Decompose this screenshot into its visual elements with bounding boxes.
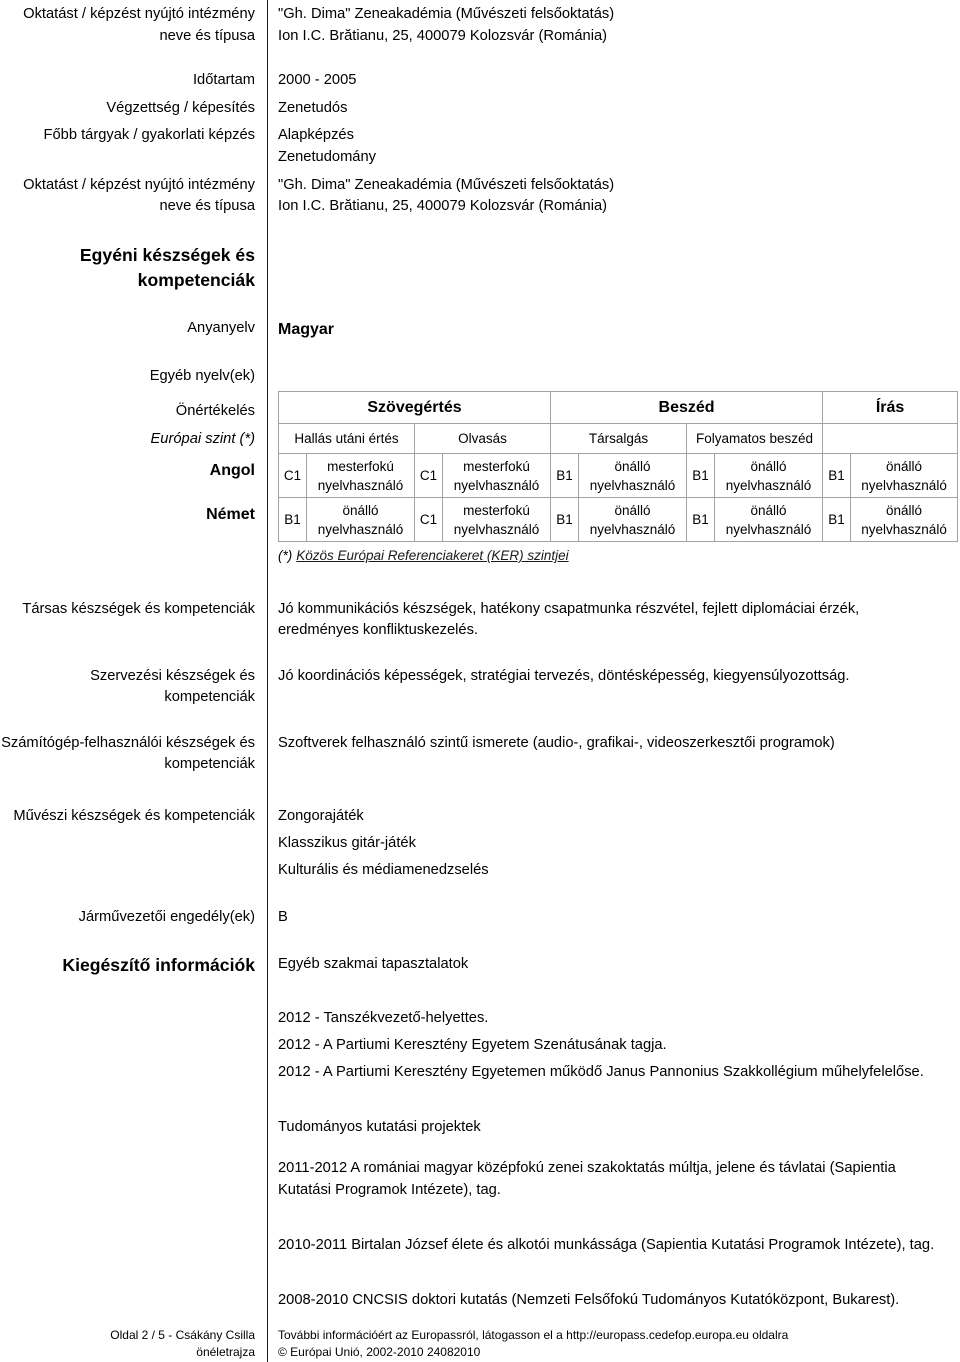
project-line: 2011-2012 A romániai magyar középfokú zenei szakoktatás múltja, jelene és távlatai (Sapientia: [278, 1160, 896, 1176]
level-description: önálló nyelvhasználó: [579, 454, 687, 498]
self-assessment-label: Önértékelés: [175, 402, 255, 419]
level-code: B1: [687, 498, 715, 542]
other-languages-label: Egyéb nyelv(ek): [149, 367, 255, 384]
artistic-skills-list: [278, 803, 958, 884]
table-row: [279, 498, 958, 542]
project-line: 2008-2010 CNCSIS doktori kutatás (Nemzeti Felsőfokú Tudományos Kutatóközpont, Bukarest).: [278, 1291, 900, 1308]
research-project: [278, 1290, 958, 1311]
artistic-skills-label: Művészi készségek és kompetenciák: [13, 807, 255, 824]
project-line: 2010-2011 Birtalan József élete és alkotói munkássága (Sapientia Kutatási Programok Intézete), tag.: [278, 1236, 935, 1253]
value-line: Ion I.C. Brătianu, 25, 400079 Kolozsvár (Románia): [278, 197, 608, 214]
level-code: C1: [279, 454, 307, 498]
list-item: Kulturális és médiamenedzselés: [278, 861, 489, 878]
list-item: 2012 - A Partiumi Keresztény Egyetemen működő Janus Pannonius Szakkollégium műhelyfelelőse.: [278, 1063, 924, 1080]
social-skills-value: [278, 599, 958, 641]
value-line: Ion I.C. Brătianu, 25, 400079 Kolozsvár (Románia): [278, 28, 608, 44]
sub-header-spoken-interaction: Társalgás: [551, 424, 687, 454]
institution-label: [0, 175, 255, 217]
level-code: C1: [415, 498, 443, 542]
computer-skills-value: Szoftverek felhasználó szintű ismerete (audio-, grafikai-, videoszerkesztői programok): [278, 734, 835, 751]
level-description: önálló nyelvhasználó: [715, 454, 823, 498]
institution-value: [278, 175, 958, 217]
subjects-label: Főbb tárgyak / gyakorlati képzés: [43, 126, 255, 143]
organisational-skills-label: [0, 666, 255, 708]
language-name-english: Angol: [209, 461, 255, 479]
qualification-value: Zenetudós: [278, 99, 348, 116]
label-line: Számítógép-felhasználói készségek és: [1, 734, 255, 751]
driving-licence-value: B: [278, 908, 288, 925]
organisational-skills-value: Jó koordinációs képességek, stratégiai tervezés, döntésképesség, kiegyensúlyozottság.: [278, 667, 850, 684]
label-line: kompetenciák: [164, 688, 255, 705]
level-description: önálló nyelvhasználó: [579, 498, 687, 542]
footnote-marker: (*): [278, 548, 293, 563]
level-code: B1: [823, 498, 851, 542]
level-description: mesterfokú nyelvhasználó: [443, 454, 551, 498]
research-project: [278, 1235, 958, 1256]
label-line: neve és típusa: [159, 197, 255, 214]
value-line: "Gh. Dima" Zeneakadémia (Művészeti felsőoktatás): [278, 176, 615, 193]
level-description: önálló nyelvhasználó: [851, 454, 958, 498]
level-description: önálló nyelvhasználó: [715, 498, 823, 542]
experience-list: [278, 1005, 958, 1086]
language-name-german: Német: [206, 505, 255, 523]
project-line: Kutatási Programok Intézete), tag.: [278, 1182, 501, 1198]
list-item: 2012 - A Partiumi Keresztény Egyetem Szenátusának tagja.: [278, 1036, 667, 1053]
cefr-footnote: [278, 546, 958, 566]
research-project: [278, 1157, 958, 1201]
computer-skills-label: [0, 733, 255, 775]
column-divider: [267, 0, 268, 1362]
period-value: 2000 - 2005: [278, 71, 357, 88]
level-description: mesterfokú nyelvhasználó: [443, 498, 551, 542]
mother-tongue-value: Magyar: [278, 320, 335, 338]
subject-item: Zenetudomány: [278, 149, 376, 165]
footer-europass-info: [278, 1327, 958, 1361]
research-heading: Tudományos kutatási projektek: [278, 1118, 481, 1135]
sub-header-reading: Olvasás: [415, 424, 551, 454]
level-description: mesterfokú nyelvhasználó: [307, 454, 415, 498]
mother-tongue-label: Anyanyelv: [187, 319, 255, 336]
previous-institution-label: [0, 3, 255, 47]
value-line: "Gh. Dima" Zeneakadémia (Művészeti felsőoktatás): [278, 6, 615, 22]
group-header-speaking: Beszéd: [551, 392, 823, 424]
group-header-writing: Írás: [823, 392, 958, 424]
list-item: 2012 - Tanszékvezető-helyettes.: [278, 1009, 489, 1026]
heading-line: Egyéni készségek és: [79, 244, 255, 265]
european-level-label: Európai szint (*): [150, 430, 255, 447]
level-code: C1: [415, 454, 443, 498]
personal-skills-heading: [0, 243, 255, 293]
footer-line: önéletrajza: [196, 1345, 255, 1359]
label-line: Szervezési készségek és: [90, 667, 255, 684]
previous-institution-value: [278, 3, 958, 47]
sub-header-listening: Hallás utáni értés: [279, 424, 415, 454]
additional-information-heading: Kiegészítő információk: [62, 954, 255, 975]
level-code: B1: [823, 454, 851, 498]
sub-header-spoken-production: Folyamatos beszéd: [687, 424, 823, 454]
table-group-header-row: [279, 392, 958, 424]
label-line: kompetenciák: [164, 755, 255, 772]
footer-line: Oldal 2 / 5 - Csákány Csilla: [110, 1328, 255, 1342]
value-line: eredményes konfliktuskezelés.: [278, 621, 479, 638]
list-item: Zongorajáték: [278, 807, 364, 824]
footer-line: További információért az Europassról, látogasson el a http://europass.cedefop.europa.eu oldalra: [278, 1328, 789, 1342]
label-line: Oktatást / képzést nyújtó intézmény: [23, 176, 255, 193]
sub-header-empty-cell: [823, 424, 958, 454]
subjects-value: [278, 124, 958, 168]
language-self-assessment-table: [278, 391, 958, 542]
list-item: Klasszikus gitár-játék: [278, 834, 416, 851]
level-description: önálló nyelvhasználó: [307, 498, 415, 542]
level-description: önálló nyelvhasználó: [851, 498, 958, 542]
level-code: B1: [687, 454, 715, 498]
level-code: B1: [551, 454, 579, 498]
driving-licence-label: Járművezetői engedély(ek): [78, 908, 255, 925]
level-code: B1: [279, 498, 307, 542]
experience-heading: Egyéb szakmai tapasztalatok: [278, 955, 469, 972]
cefr-levels-link[interactable]: Közös Európai Referenciakeret (KER) szintjei: [296, 548, 569, 563]
label-line: Oktatást / képzést nyújtó intézmény: [23, 6, 255, 22]
qualification-label: Végzettség / képesítés: [106, 99, 255, 116]
level-code: B1: [551, 498, 579, 542]
heading-line: kompetenciák: [137, 269, 255, 290]
group-header-understanding: Szövegértés: [279, 392, 551, 424]
footer-line: © Európai Unió, 2002-2010 24082010: [278, 1345, 481, 1359]
period-label: Időtartam: [192, 71, 255, 88]
table-row: [279, 454, 958, 498]
footer-page-info: [0, 1327, 255, 1361]
label-line: neve és típusa: [159, 28, 255, 44]
social-skills-label: Társas készségek és kompetenciák: [22, 600, 255, 617]
subject-item: Alapképzés: [278, 127, 354, 143]
value-line: Jó kommunikációs készségek, hatékony csapatmunka részvétel, fejlett diplomáciai érzék,: [278, 600, 860, 617]
table-sub-header-row: [279, 424, 958, 454]
